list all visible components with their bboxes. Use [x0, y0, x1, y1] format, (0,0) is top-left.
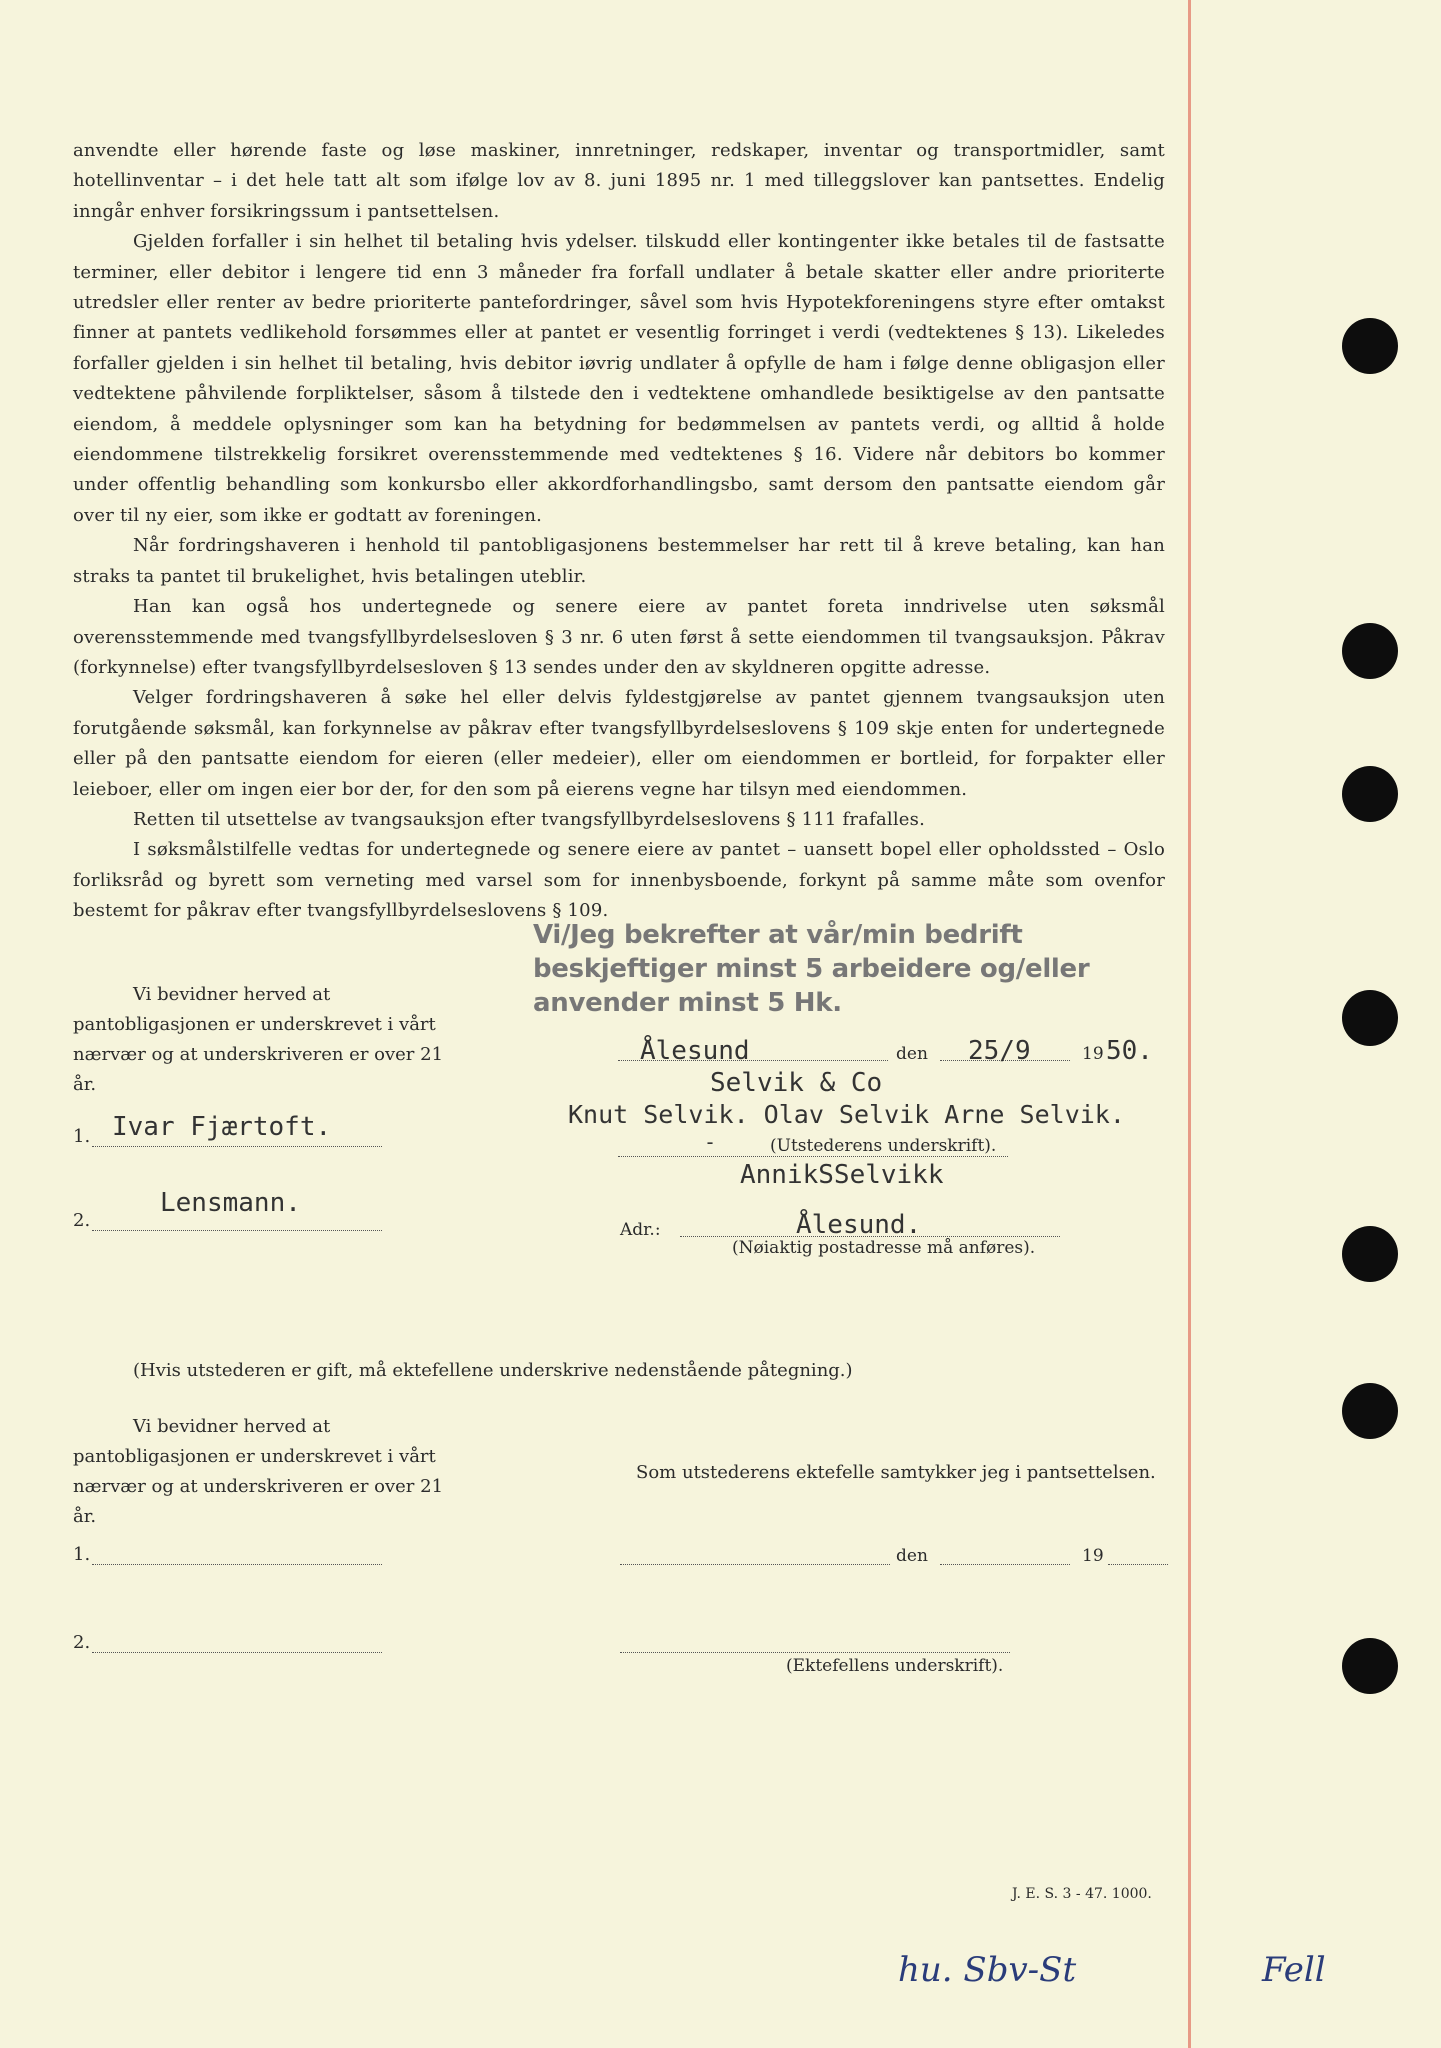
year-prefix: 19: [1082, 1546, 1104, 1566]
issuer-year: 50.: [1106, 1036, 1153, 1066]
paragraph: Når fordringshaveren i henhold til pantobligasjonens bestemmelser har rett til å kreve betaling, kan han straks ta pantet til brukelighet, hvis betalingen uteblir.: [73, 535, 1165, 587]
printer-mark: J. E. S. 3 - 47. 1000.: [1012, 1886, 1152, 1902]
witness-number: 2.: [73, 1210, 91, 1231]
signature-caption: (Ektefellens underskrift).: [786, 1656, 1004, 1676]
issuer-address: Ålesund.: [796, 1210, 922, 1240]
paragraph: anvendte eller hørende faste og løse maskiner, innretninger, redskaper, inventar og transportmidler, samt hotellinventar – i det hele tatt alt som ifølge lov av 8. juni 1895 nr. 1 med tilleggslover kan pantsettes. Endelig inngår enhver forsikringssum i pantsettelsen.: [73, 140, 1165, 222]
paragraph: Gjelden forfaller i sin helhet til betaling hvis ydelser. tilskudd eller kontingenter ikke betales til de fastsatte terminer, eller debitor i lengere tid enn 3 måneder fra forfall undlater å betale skatter eller andre prioriterte utredsler eller renter av bedre prioriterte pantefordringer, såvel som hvis Hypotekforeningens styre efter omtakst finner at pantets vedlikehold forsømmes eller at pantet er vesentlig forringet i verdi (vedtektenes § 13). Likeledes forfaller gjelden i sin helhet til betaling, hvis debitor iøvrig undlater å opfylle de ham i følge denne obligasjon eller vedtektene påhvilende forpliktelser, såsom å tilstede den i vedtektene omhandlede besiktigelse av den pantsatte eiendom, å meddele oplysninger som kan ha betydning for bedømmelsen av pantets verdi, og alltid å holde eiendommene tilstrekkelig forsikret overensstemmende med vedtektenes § 16. Videre når debitors bo kommer under offentlig behandling som konkursbo eller akkordforhandlingsbo, samt dersom den pantsatte eiendom går over til ny eier, som ikke er godtatt av foreningen.: [73, 231, 1165, 526]
witness-number: 1.: [73, 1544, 91, 1565]
margin-line: [1188, 0, 1191, 2048]
signature-line: [92, 1652, 382, 1653]
issuer-signers: Knut Selvik. Olav Selvik Arne Selvik.: [568, 1100, 1125, 1129]
witness-signature: Lensmann.: [160, 1188, 301, 1218]
handwritten-initials: hu. Sbv-St: [898, 1950, 1077, 1990]
issuer-date: 25/9: [968, 1036, 1031, 1066]
stamp-line: Vi/Jeg bekrefter at vår/min bedrift: [533, 920, 1023, 950]
signature-line: [92, 1230, 382, 1231]
punch-hole: [1342, 1638, 1398, 1694]
paragraph: I søksmålstilfelle vedtas for undertegnede og senere eiere av pantet – uansett bopel eller opholdssted – Oslo forliksråd og byrett som verneting med varsel som for innenbysboende, forkynt på samme måte som ovenfor bestemt for påkrav efter tvangsfyllbyrdelseslovens § 109.: [73, 839, 1165, 922]
punch-hole: [1342, 623, 1398, 679]
year-prefix: 19: [1082, 1044, 1104, 1064]
date-label: den: [896, 1044, 928, 1064]
stamp-line: beskjeftiger minst 5 arbeidere og/eller: [533, 954, 1090, 984]
punch-hole: [1342, 1226, 1398, 1282]
handwritten-initials: Fell: [1262, 1950, 1326, 1990]
spouse-note: (Hvis utstederen er gift, må ektefellene underskrive nedenstående påtegning.): [133, 1360, 853, 1381]
witness-statement: Vi bevidner herved at pantobligasjonen er underskrevet i vårt nærvær og at underskriveren er over 21 år.: [73, 1416, 444, 1527]
date-line: [940, 1564, 1070, 1565]
year-line: [1108, 1564, 1168, 1565]
date-label: den: [896, 1546, 928, 1566]
punch-hole: [1342, 766, 1398, 822]
spouse-consent: Som utstederens ektefelle samtykker jeg i pantsettelsen.: [636, 1462, 1156, 1483]
address-caption: (Nøiaktig postadresse må anføres).: [732, 1238, 1036, 1258]
mortgage-terms: [73, 136, 1165, 927]
company-name: Selvik & Co: [710, 1068, 883, 1098]
place-line: [620, 1564, 890, 1565]
issuer-place: Ålesund: [640, 1036, 750, 1066]
witness-statement: Vi bevidner herved at pantobligasjonen er underskrevet i vårt nærvær og at underskriveren er over 21 år.: [73, 984, 444, 1095]
witness-number: 1.: [73, 1126, 91, 1147]
cosigner-signature: AnnikSSelvikk: [740, 1160, 944, 1190]
punch-hole: [1342, 990, 1398, 1046]
witness-number: 2.: [73, 1632, 91, 1653]
punch-hole: [1342, 318, 1398, 374]
signature-mark: -: [704, 1130, 717, 1154]
paragraph: Retten til utsettelse av tvangsauksjon efter tvangsfyllbyrdelseslovens § 111 frafalles.: [133, 808, 926, 830]
paragraph: Velger fordringshaveren å søke hel eller delvis fyldestgjørelse av pantet gjennem tvangsauksjon uten forutgående søksmål, kan forkynnelse av påkrav efter tvangsfyllbyrdelseslovens § 109 skje enten for undertegnede eller på den pantsatte eiendom for eieren (eller medeier), eller om eiendommen er bortleid, for forpakter eller leieboer, eller om ingen eier bor der, for den som på eierens vegne har tilsyn med eiendommen.: [73, 687, 1165, 800]
signature-line: [92, 1564, 382, 1565]
punch-hole: [1342, 1383, 1398, 1439]
stamp-line: anvender minst 5 Hk.: [533, 988, 842, 1018]
company-stamp: [533, 918, 1093, 1020]
signature-caption: (Utstederens underskrift).: [770, 1136, 997, 1156]
signature-line: [92, 1146, 382, 1147]
address-label: Adr.:: [620, 1220, 661, 1240]
witness-signature: Ivar Fjærtoft.: [112, 1112, 332, 1142]
signature-line: [618, 1156, 1008, 1157]
signature-line: [620, 1652, 1010, 1653]
paragraph: Han kan også hos undertegnede og senere eiere av pantet foreta inndrivelse uten søksmål overensstemmende med tvangsfyllbyrdelsesloven § 3 nr. 6 uten først å sette eiendommen til tvangsauksjon. Påkrav (forkynnelse) efter tvangsfyllbyrdelsesloven § 13 sendes under den av skyldneren opgitte adresse.: [73, 596, 1165, 678]
